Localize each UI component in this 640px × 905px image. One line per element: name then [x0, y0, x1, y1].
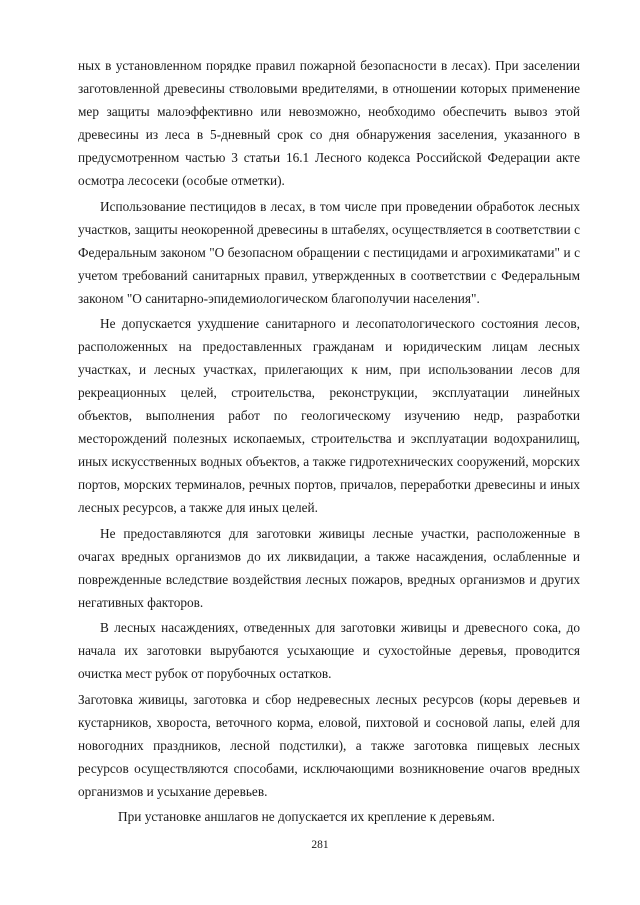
document-body	[78, 54, 580, 831]
paragraph-non-timber-resources: Заготовка живицы, заготовка и сбор недревесных лесных ресурсов (коры деревьев и кустарников, хвороста, веточного корма, еловой, пихтовой и сосновой лапы, елей для новогодних праздников, лесной подстилки), а также заготовка пищевых лесных ресурсов осуществляются способами, исключающими возникновение очагов вредных организмов и усыхание деревьев.	[78, 691, 580, 799]
paragraph-resin-sap-stands: В лесных насаждениях, отведенных для заготовки живицы и древесного сока, до начала их заготовки вырубаются усыхающие и сухостойные деревья, проводится очистка мест рубок от порубочных остатков.	[78, 620, 580, 681]
paragraph-resin-plots: Не предоставляются для заготовки живицы лесные участки, расположенные в очагах вредных организмов до их ликвидации, а также насаждения, ослабленные и поврежденные вследствие воздействия лесных пожаров, вредных организмов и других негативных факторов.	[78, 525, 580, 610]
page-number: 281	[311, 839, 329, 851]
paragraph-signboards: При установке аншлагов не допускается их крепление к деревьям.	[118, 809, 495, 824]
paragraph-pesticides: Использование пестицидов в лесах, в том числе при проведении обработок лесных участков, защиты неокоренной древесины в штабелях, осуществляется в соответствии с Федеральным законом "О безопасном обращении с пестицидами и агрохимикатами" и с учетом требований санитарных правил, утвержденных в соответствии с Федеральным законом "О санитарно-эпидемиологическом благополучии населения".	[78, 198, 580, 306]
paragraph-fire-safety-continuation: ных в установленном порядке правил пожарной безопасности в лесах). При заселении заготовленной древесины стволовыми вредителями, в отношении которых применение мер защиты малоэффективно или невозможно, необходимо обеспечить вывоз этой древесины из леса в 5-дневный срок со дня обнаружения заселения, указанного в предусмотренном частью 3 статьи 16.1 Лесного кодекса Российской Федерации акте осмотра лесосеки (особые отметки).	[78, 58, 580, 188]
paragraph-sanitary-condition: Не допускается ухудшение санитарного и лесопатологического состояния лесов, расположенных на предоставленных гражданам и юридическим лицам лесных участках, и лесных участках, прилегающих к ним, при использовании лесов для рекреационных целей, строительства, реконструкции, эксплуатации линейных объектов, выполнения работ по геологическому изучению недр, разработки месторождений полезных ископаемых, строительства и эксплуатации водохранилищ, иных искусственных водных объектов, а также гидротехнических сооружений, морских портов, морских терминалов, речных портов, причалов, переработки древесины и иных лесных ресурсов, а также для иных целей.	[78, 316, 580, 515]
